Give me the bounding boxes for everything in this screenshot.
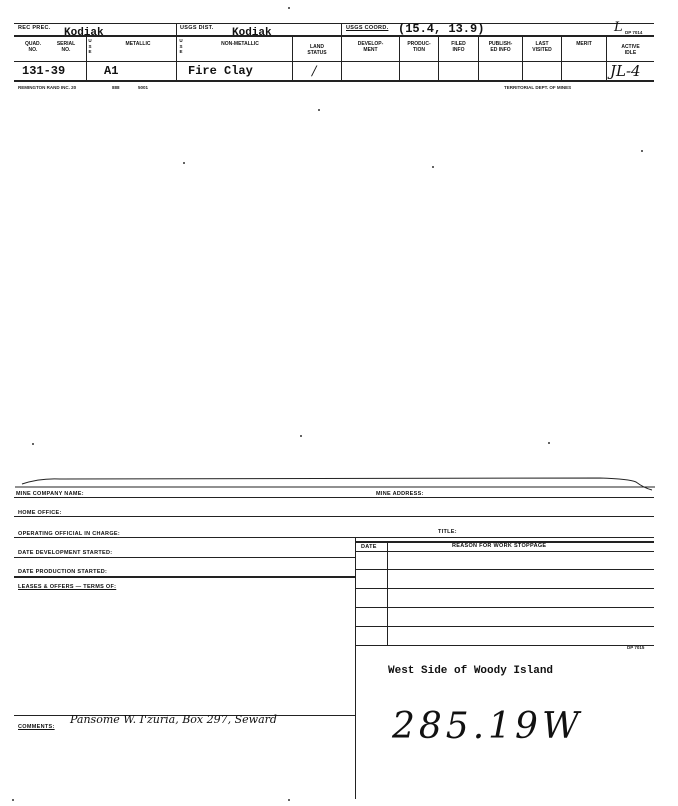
col-serial-no: SERIAL NO. (56, 41, 76, 53)
handwritten-number: 285.19W (392, 706, 583, 747)
operating-official-label: OPERATING OFFICIAL IN CHARGE: (18, 531, 120, 537)
quad-serial-value: 131-39 (22, 64, 66, 78)
col-metallic: METALLIC (125, 41, 151, 47)
title-label: TITLE: (438, 529, 457, 535)
rec-prec-value: Kodiak (64, 27, 104, 39)
col-use-2: U S E (179, 38, 183, 54)
printer-code-a: 888 (112, 85, 120, 90)
usgs-dist-value: Kodiak (232, 27, 272, 39)
usgs-coord-value: (15.4, 13.9) (398, 22, 485, 36)
date-production-label: DATE PRODUCTION STARTED: (18, 569, 108, 575)
home-office-label: HOME OFFICE: (18, 510, 62, 516)
department-imprint: TERRITORIAL DEPT. OF MINES (504, 85, 572, 90)
comments-value: Pansome W. I'zuria, Box 297, Seward (70, 713, 277, 726)
printer-imprint: REMINGTON RAND INC. 20 (18, 85, 77, 90)
location-text: West Side of Woody Island (388, 665, 554, 677)
col-use-1: U S E (88, 38, 92, 54)
land-status-mark: / (312, 64, 317, 79)
leases-label: LEASES & OFFERS — TERMS OF: (18, 584, 117, 590)
col-filed-info: FILED INFO (451, 41, 466, 53)
metallic-value: A1 (104, 64, 119, 78)
card-top-edge (0, 470, 678, 500)
col-published-info: PUBLISH- ED INFO (488, 41, 513, 53)
col-active-idle: ACTIVE IDLE (621, 44, 640, 56)
date-development-label: DATE DEVELOPMENT STARTED: (18, 550, 113, 556)
printer-code-b: 5001 (138, 85, 149, 90)
date-col-label: DATE (361, 544, 377, 550)
active-idle-mark: JL-4 (610, 62, 641, 80)
corner-mark: L (614, 20, 623, 35)
form-number-bottom: DP 7015 (627, 645, 645, 650)
reason-col-label: REASON FOR WORK STOPPAGE (452, 543, 547, 549)
col-non-metallic: NON-METALLIC (221, 41, 259, 47)
col-quad-no: QUAD. NO. (24, 41, 42, 53)
usgs-dist-label: USGS DIST. (180, 25, 214, 31)
col-production: PRODUC- TION (407, 41, 431, 53)
usgs-coord-label: USGS COORD. (346, 25, 389, 31)
form-number-top: DP 7014 (625, 30, 643, 35)
rec-prec-label: REC PREC. (18, 25, 51, 31)
non-metallic-value: Fire Clay (188, 64, 253, 78)
comments-label: COMMENTS: (18, 724, 55, 730)
col-development: DEVELOP- MENT (357, 41, 384, 53)
mine-address-label: MINE ADDRESS: (376, 491, 424, 497)
col-last-visited: LAST VISITED (532, 41, 552, 53)
mine-company-label: MINE COMPANY NAME: (16, 491, 84, 497)
col-land-status: LAND STATUS (307, 44, 327, 56)
col-merit: MERIT (576, 41, 592, 47)
